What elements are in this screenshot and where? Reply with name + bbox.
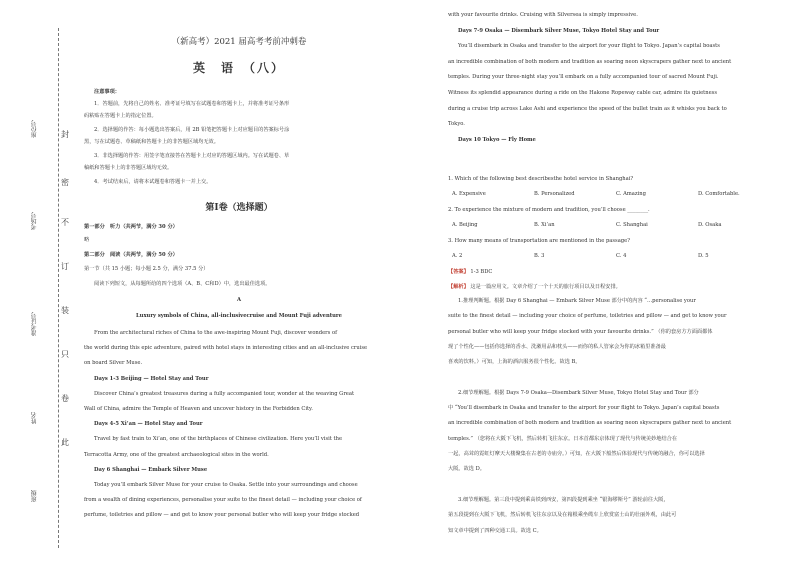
analysis-line: 1.推理判断题。根据 Day 6 Shanghai — Embark Silver Muse 部分中的内容 “…personalise your [458,298,696,304]
question-option: A. Beijing [452,222,478,228]
passage-line: Travel by fast train to Xi’an, one of the birthplaces of Chinese civilization. Here you’ll visit the [94,436,343,443]
passage-subheading: Days 1-3 Beijing — Hotel Stay and Tour [94,375,209,382]
seat-number-field [30,120,39,138]
binding-char: 不 [61,218,69,227]
passage-line: during a cruise trip across Lake Ashi and experience the speed of the bullet train as it whisks you back to [448,105,727,112]
analysis-line: an incredible combination of both modern and tradition as soaring neon skyscrapers gather next to ancient [448,420,732,427]
analysis-line: 一起，高耸的霓虹灯摩天大楼聚集在古老的寺庙旁。）可知，在大阪下船然后体验现代与传统的融合，你可以选择 [448,451,705,457]
passage-line: Wall of China, admire the Temple of Heaven and uncover history in the Forbidden City. [84,406,313,412]
question-option: C. Amazing [616,191,646,197]
question-option: B. 3 [534,253,545,259]
passage-line: with your favourite drinks. Cruising with Silversea is simply impressive. [448,12,638,18]
answer-tag: 【答案】 [448,269,469,275]
notes-item: 码粘贴在答题卡上的指定位置。 [84,113,157,119]
analysis-line: temples.” （您将在大阪下飞机，然后转机飞往东京。日本首都东京体现了现代与传统美妙地结合在 [448,435,678,442]
passage-line: Today you’ll embark Silver Muse for your cruise to Osaka. Settle into your surroundings and choose [94,482,358,488]
passage-line: temples. During your three-night stay you’ll embark on a fully accompanied tour of sacred Mount Fuji. [448,74,719,81]
passage-subheading: Days 10 Tokyo — Fly Home [458,136,536,143]
analysis-intro: 这是一篇应用文。文章介绍了一个十天的旅行项目以及日程安排。 [470,284,621,290]
passage-letter: A [236,297,242,303]
analysis-line: 现了个性化——包括你选择的香水、洗漱用品和枕头——而你的私人管家会为你的冰箱里准备最 [448,343,666,350]
name-label: 姓名 [31,412,38,424]
analysis-tag: 【解析】 [448,284,469,290]
notes-heading: 注意事项： [94,89,120,95]
name-field [30,412,39,424]
passage-line: on board Silver Muse. [84,360,143,367]
question-option: A. 2 [452,253,463,259]
binding-char: 卷 [61,394,69,403]
binding-char: 此 [61,438,69,447]
passage-line: From the architectural riches of China to the awe-inspiring Mount Fuji, discover wonders of [94,330,338,336]
question-option: A. Expensive [452,191,486,197]
passage-line: from a wealth of dining experiences, personalise your suite to the finest detail — including your choice of [84,497,362,504]
passage-line: Witness its splendid appearance during a ride on the Hakone Ropeway cable car, admire its quietness [448,90,717,96]
notes-item: 3．非选择题的作答：用签字笔直接答在答题卡上对应的答题区域内。写在试题卷、草 [94,153,290,159]
notes-item: 4．考试结束后，请将本试题卷和答题卡一并上交。 [94,179,212,185]
passage-title: Luxury symbols of China, all-inclusivecruise and Mount Fuji adventure [136,313,342,319]
analysis-line: 大阪。故选 D。 [448,466,485,473]
part1-heading: 第一部分 听力（共两节，满分 30 分） [84,224,178,230]
analysis-line: 喜欢的饮料。）可知，上海的酒店服务很个性化。故选 B。 [448,359,581,366]
passage-line: Discover China’s greatest treasures during a fully accompanied tour, wonder at the weaving Great [94,390,355,397]
class-label: 班级 [31,490,38,502]
question-option: D. Comfortable. [698,191,740,197]
exam-room-field [30,212,39,230]
sub-section-heading: 第一节（共 15 小题；每小题 2.5 分，满分 37.5 分） [84,266,209,272]
question-option: C. Shanghai [616,222,648,228]
passage-subheading: Days 7-9 Osaka — Disembark Silver Muse, Tokyo Hotel Stay and Tour [458,27,660,34]
notes-item: 黑，写在试题卷、草稿纸和答题卡上的非答题区域均无效。 [84,139,219,145]
analysis-line: 知文章中提到了四种交通工具。故选 C。 [448,527,542,534]
passage-line: Tokyo. [448,121,465,128]
class-field [30,490,39,502]
question-option: B. Personalized [534,191,575,197]
subject-title: 英 语 （八） [192,61,285,75]
notes-item: 2．选择题的作答：每小题选出答案后，用 2B 铅笔把答题卡上对应题目的答案标号涂 [94,127,290,133]
analysis-line: 3.细节理解题。第三段中提到乘高铁到西安，第四段提到乘坐 “银海缪斯号” 游轮前往大阪， [458,496,669,503]
notes-item: 稿纸和答题卡上的非答题区域均无效。 [84,165,173,171]
analysis-line: personal butler who will keep your fridge stocked with your favourite drinks.” （你的套房方方面面都体 [448,328,713,335]
question-option: B. Xi’an [534,222,555,228]
binding-char: 密 [61,178,69,187]
passage-line: the world during this epic adventure, paired with hotel stays in interesting cities and an all-inclusive cruise [84,345,368,352]
exam-title: （新高考）2021 届高考考前冲刺卷 [171,37,307,47]
question-option: D. 5 [698,253,709,259]
admission-number-label: 准考证号 [31,312,38,336]
analysis-line: suite to the finest detail — including your choice of perfume, toiletries and pillow — and get to know your [448,313,727,320]
answer-line [448,269,492,275]
binding-char: 封 [61,130,69,139]
analysis-intro-line [448,284,621,290]
analysis-line: 中 “You’ll disembark in Osaka and transfer to the airport for your flight to Tokyo. Japan’s capital boasts [448,405,720,412]
instruction-text: 阅读下列短文，从每题所给的四个选项（A、B、C和D）中，选出最佳选项。 [94,281,271,287]
question-option: C. 4 [616,253,627,259]
passage-subheading: Days 4-5 Xi’an — Hotel Stay and Tour [94,421,203,428]
question-stem: 2. To experience the mixture of modern and tradition, you’ll choose ________. [448,207,650,213]
passage-line: You’ll disembark in Osaka and transfer to the airport for your flight to Tokyo. Japan’s capital boasts [458,43,720,50]
binding-char: 装 [61,306,69,315]
admission-number-field [30,312,39,336]
binding-margin [0,0,72,562]
passage-subheading: Day 6 Shanghai — Embark Silver Muse [94,466,208,473]
question-stem: 3. How many means of transportation are mentioned in the passage? [448,238,630,244]
binding-dashed-line [58,28,59,548]
section-title: 第Ⅰ卷（选择题） [205,203,273,213]
binding-char: 订 [61,262,69,271]
analysis-line: 第五段提到在大阪下飞机，然后转机飞往东京以及在箱根乘坐缆车上欣赏富士山的壮丽外观，由此可 [448,512,677,519]
passage-line: Terracotta Army, one of the greatest archaeological sites in the world. [84,451,269,458]
question-stem: 1. Which of the following best describesthe hotel service in Shanghai? [448,176,634,182]
notes-item: 1．答题前，先将自己的姓名、准考证号填写在试题卷和答题卡上，并将准考证号条形 [94,101,290,107]
binding-char: 只 [61,350,69,359]
part2-heading: 第二部分 阅读（共两节，满分 50 分） [84,252,178,258]
analysis-line: 2.细节理解题。根据 Days 7-9 Osaka—Disembark Silver Muse, Tokyo Hotel Stay and Tour 部分 [458,389,699,396]
exam-room-label: 考场号 [31,212,38,230]
question-option: D. Osaka [698,222,722,228]
passage-line: an incredible combination of both modern and tradition as soaring neon skyscrapers gather next to ancient [448,58,732,65]
part1-note: 略 [84,237,90,243]
passage-line: perfume, toiletries and pillow — and get to know your personal butler who will keep your fridge stocked [84,512,360,519]
seat-number-label: 座位号 [31,120,38,138]
answer-text: 1-3 BDC [470,269,493,275]
